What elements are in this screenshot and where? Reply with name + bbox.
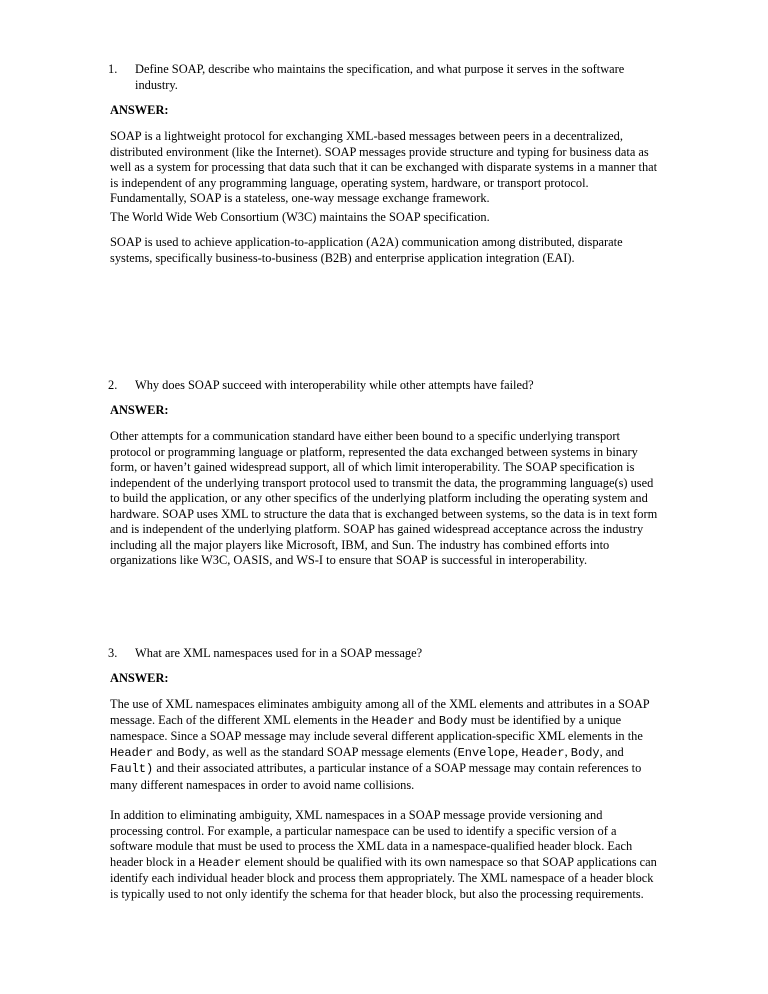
code-term: Fault) [110, 762, 154, 776]
question-text: Why does SOAP succeed with interoperability while other attempts have failed? [135, 378, 534, 392]
code-term: Body [438, 713, 468, 728]
answer-label: ANSWER: [110, 671, 169, 685]
code-term: Header [198, 855, 242, 870]
answer-paragraph: SOAP is used to achieve application-to-application (A2A) communication among distributed, disparate systems, specifically business-to-business (B2B) and enterprise application integration (EAI). [110, 235, 623, 265]
answer-paragraph: The use of XML namespaces eliminates ambiguity among all of the XML elements and attributes in a SOAP message. Each of the different XML elements in the Header and Body must be identified by a unique namespace. Since a SOAP message may include several different application-specific XML elements in the Header and Body, as well as the standard SOAP message elements (Envelope, Header, Body, and Fault) and their associated attributes, a particular instance of a SOAP message may contain references to many different namespaces in order to avoid name collisions. [110, 697, 650, 792]
question-number: 3. [108, 646, 118, 660]
question-1 [110, 62, 650, 93]
question-text: Define SOAP, describe who maintains the specification, and what purpose it serves in the software industry. [135, 62, 625, 92]
answer-label: ANSWER: [110, 103, 169, 117]
answer-paragraph: In addition to eliminating ambiguity, XML namespaces in a SOAP message provide versioning and processing control. For example, a particular namespace can be used to identify a specific version of a software module that must be used to process the XML data in a namespace-qualified header block. Each header block in a Header element should be qualified with its own namespace so that SOAP applications can identify each individual header block and process them appropriately. The XML namespace of a header block is typically used to not only identify the schema for that header block, but also the processing requirements. [110, 808, 657, 901]
question-number: 1. [108, 62, 118, 76]
answer-label: ANSWER: [110, 403, 169, 417]
code-term: Body [177, 745, 207, 760]
code-term: Header [110, 745, 154, 760]
answer-paragraph: SOAP is a lightweight protocol for exchanging XML-based messages between peers in a decentralized, distributed environment (like the Internet). SOAP messages provide structure and typing for business data as well as a system for processing that data such that it can be exchanged with disparate systems in a manner that is independent of any programming language, operating system, hardware, or transport protocol. Fundamentally, SOAP is a stateless, one-way message exchange framework. [110, 129, 658, 205]
code-term: Envelope [457, 745, 516, 760]
question-3 [110, 646, 650, 662]
question-2 [110, 378, 650, 394]
code-term: Header [371, 713, 415, 728]
code-term: Header [521, 745, 565, 760]
answer-paragraph: The World Wide Web Consortium (W3C) maintains the SOAP specification. [110, 210, 490, 224]
question-number: 2. [108, 378, 118, 392]
question-text: What are XML namespaces used for in a SOAP message? [135, 646, 423, 660]
answer-paragraph: Other attempts for a communication standard have either been bound to a specific underlying transport protocol or programming language or platform, represented the data exchanged between systems in binary form, or haven’t gained widespread support, all of which limit interoperability. The SOAP specification is independent of the underlying transport protocol used to transmit the data, the programming language(s) used to build the application, or any other specifics of the underlying platform including the operating system and hardware. SOAP uses XML to structure the data that is exchanged between systems, so the data is in text form and is independent of the underlying platform. SOAP has gained widespread acceptance across the industry including all the major players like Microsoft, IBM, and Sun. The industry has combined efforts into organizations like W3C, OASIS, and WS-I to ensure that SOAP is successful in interoperability. [110, 429, 658, 567]
code-term: Body [570, 745, 600, 760]
